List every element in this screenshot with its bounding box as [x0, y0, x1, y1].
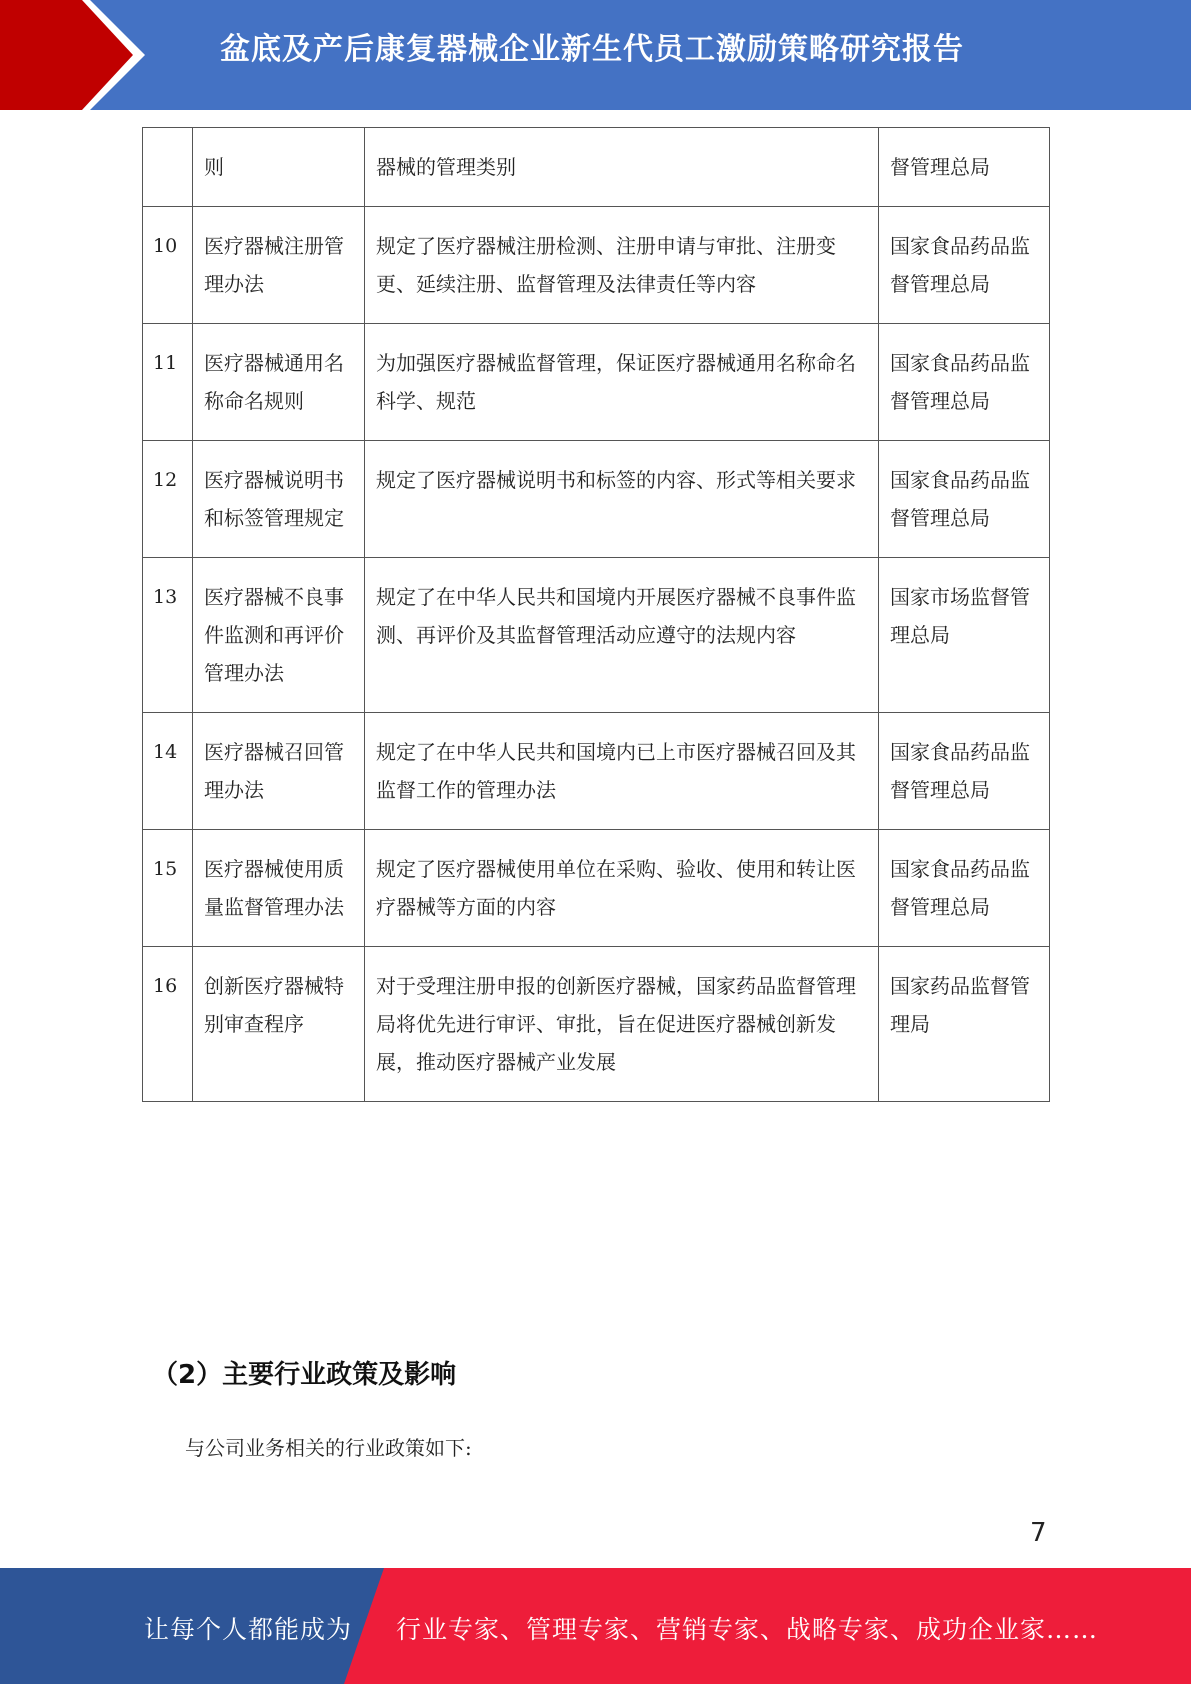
footer-slogan-left: 让每个人都能成为 — [144, 1615, 353, 1644]
table-row — [143, 713, 1050, 830]
regulation-name-cell: 医疗器械不良事件监测和再评价管理办法 — [193, 558, 365, 713]
body-paragraph: 与公司业务相关的行业政策如下: — [185, 1436, 472, 1460]
regulation-name-cell: 医疗器械召回管理办法 — [193, 713, 365, 830]
regulations-table — [142, 127, 1050, 1102]
row-number-cell — [143, 128, 193, 207]
table-row — [143, 947, 1050, 1102]
regulation-content-cell: 为加强医疗器械监督管理，保证医疗器械通用名称命名科学、规范 — [365, 324, 879, 441]
page-footer — [0, 1568, 1191, 1684]
regulation-content-cell: 规定了医疗器械使用单位在采购、验收、使用和转让医疗器械等方面的内容 — [365, 830, 879, 947]
regulation-name-cell: 创新医疗器械特别审查程序 — [193, 947, 365, 1102]
regulation-name-cell: 医疗器械注册管理办法 — [193, 207, 365, 324]
footer-slogan-right: 行业专家、管理专家、营销专家、战略专家、成功企业家…… — [396, 1615, 1099, 1644]
page-number: 7 — [1030, 1518, 1047, 1548]
row-number-cell: 15 — [143, 830, 193, 947]
issuing-department-cell: 国家食品药品监督管理总局 — [879, 207, 1050, 324]
document-title: 盆底及产后康复器械企业新生代员工激励策略研究报告 — [220, 32, 964, 67]
regulation-name-cell: 则 — [193, 128, 365, 207]
table-row — [143, 207, 1050, 324]
row-number-cell: 13 — [143, 558, 193, 713]
regulation-name-cell: 医疗器械说明书和标签管理规定 — [193, 441, 365, 558]
regulation-content-cell: 对于受理注册申报的创新医疗器械，国家药品监督管理局将优先进行审评、审批，旨在促进医疗器械创新发展，推动医疗器械产业发展 — [365, 947, 879, 1102]
regulation-name-cell: 医疗器械使用质量监督管理办法 — [193, 830, 365, 947]
issuing-department-cell: 国家食品药品监督管理总局 — [879, 713, 1050, 830]
issuing-department-cell: 国家食品药品监督管理总局 — [879, 324, 1050, 441]
table-row — [143, 324, 1050, 441]
issuing-department-cell: 督管理总局 — [879, 128, 1050, 207]
issuing-department-cell: 国家市场监督管理总局 — [879, 558, 1050, 713]
page-header — [0, 0, 1191, 110]
regulation-content-cell: 规定了医疗器械说明书和标签的内容、形式等相关要求 — [365, 441, 879, 558]
table-row — [143, 558, 1050, 713]
row-number-cell: 14 — [143, 713, 193, 830]
row-number-cell: 16 — [143, 947, 193, 1102]
regulation-content-cell: 规定了在中华人民共和国境内已上市医疗器械召回及其监督工作的管理办法 — [365, 713, 879, 830]
table-row — [143, 830, 1050, 947]
table-row — [143, 128, 1050, 207]
issuing-department-cell: 国家食品药品监督管理总局 — [879, 830, 1050, 947]
regulation-content-cell: 规定了在中华人民共和国境内开展医疗器械不良事件监测、再评价及其监督管理活动应遵守的法规内容 — [365, 558, 879, 713]
table-row — [143, 441, 1050, 558]
regulation-content-cell: 器械的管理类别 — [365, 128, 879, 207]
section-heading: （2）主要行业政策及影响 — [152, 1360, 457, 1390]
header-arrow-graphic — [0, 0, 200, 110]
row-number-cell: 10 — [143, 207, 193, 324]
issuing-department-cell: 国家食品药品监督管理总局 — [879, 441, 1050, 558]
row-number-cell: 12 — [143, 441, 193, 558]
issuing-department-cell: 国家药品监督管理局 — [879, 947, 1050, 1102]
regulation-name-cell: 医疗器械通用名称命名规则 — [193, 324, 365, 441]
row-number-cell: 11 — [143, 324, 193, 441]
regulation-content-cell: 规定了医疗器械注册检测、注册申请与审批、注册变更、延续注册、监督管理及法律责任等内容 — [365, 207, 879, 324]
